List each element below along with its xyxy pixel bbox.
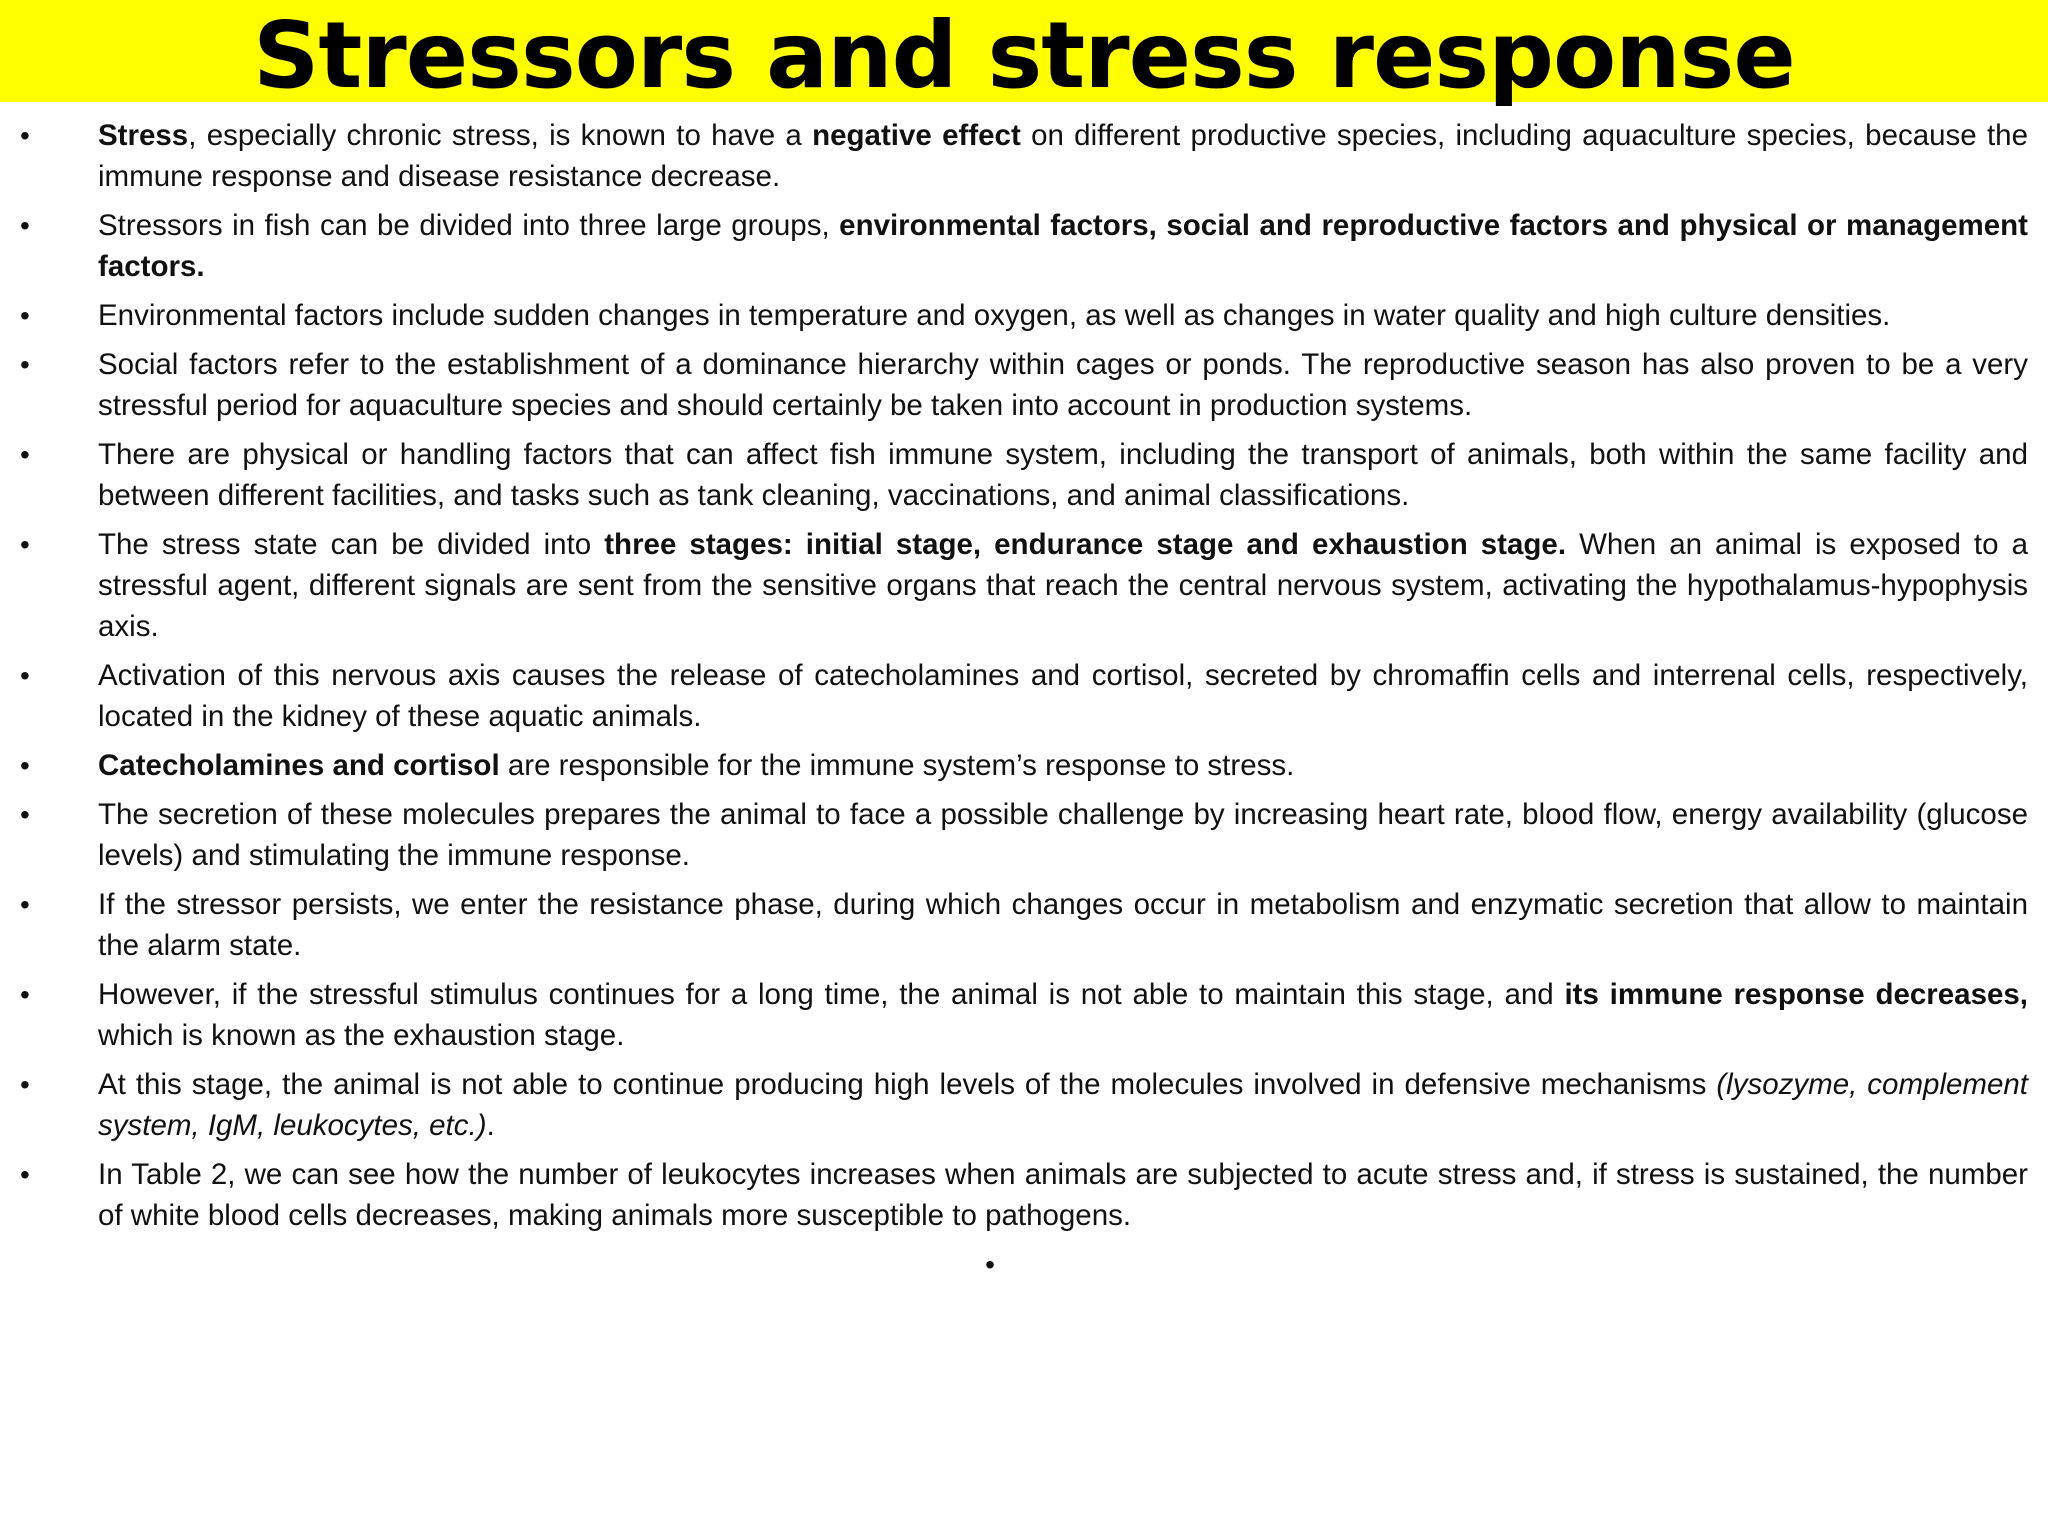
bullet-marker: • [20, 660, 30, 691]
bullet-text [98, 438, 2028, 512]
bullet-item [0, 794, 2048, 876]
bullet-item [0, 1064, 2048, 1146]
bullet-text [98, 888, 2028, 962]
bullet-text [98, 1068, 2028, 1142]
bullet-item [0, 115, 2048, 197]
bullet-text [98, 659, 2028, 733]
bullet-marker: • [20, 799, 30, 830]
text-run: The stress state can be divided into [98, 528, 605, 561]
bullet-marker: • [20, 439, 30, 470]
text-run: In Table 2, we can see how the number of leukocytes increases when animals are subjected to acute stress and, if stress is sustained, the number of white blood cells decreases, making animals more susceptible to pathogens. [98, 1158, 2028, 1232]
bullet-item [0, 974, 2048, 1056]
bullet-item [0, 1154, 2048, 1236]
text-run: which is known as the exhaustion stage. [98, 1019, 625, 1052]
bullet-item [0, 295, 2048, 336]
bullet-marker: • [20, 750, 30, 781]
bullet-marker: • [20, 300, 30, 331]
bold-run: Stress [98, 119, 189, 152]
text-run: . [486, 1109, 495, 1142]
bullet-text [98, 119, 2028, 193]
bold-run: environmental factors, social and reproductive factors and physical or management factors. [98, 209, 2028, 283]
text-run: Social factors refer to the establishment of a dominance hierarchy within cages or ponds. The reproductive season has also proven to be a very stressful period for aquaculture species and should certainly be taken into account in production systems. [98, 348, 2028, 422]
bullet-text [98, 1158, 2028, 1232]
bullet-marker: • [20, 889, 30, 920]
text-run: However, if the stressful stimulus continues for a long time, the animal is not able to maintain this stage, and [98, 978, 1565, 1011]
text-run: are responsible for the immune system’s response to stress. [499, 749, 1295, 782]
bullet-text [98, 528, 2028, 643]
bullet-item [0, 524, 2048, 647]
bullet-list [0, 115, 2048, 1244]
bullet-marker: • [20, 1069, 30, 1100]
text-run: When an animal is exposed to a stressful agent, different signals are sent from the sensitive organs that reach the central nervous system, activating the hypothalamus-hypophysis axis. [98, 528, 2028, 643]
bullet-marker: • [20, 979, 30, 1010]
bullet-marker: • [20, 529, 30, 560]
bullet-item [0, 434, 2048, 516]
bullet-item [0, 655, 2048, 737]
text-run: There are physical or handling factors that can affect fish immune system, including the transport of animals, both within the same facility and between different facilities, and tasks such as tank cleaning, vaccinations, and animal classifications. [98, 438, 2028, 512]
italic-run: (lysozyme, complement system, IgM, leukocytes, etc.) [98, 1068, 2028, 1142]
text-run: At this stage, the animal is not able to continue producing high levels of the molecules involved in defensive mechanisms [98, 1068, 1717, 1101]
bullet-marker: • [20, 349, 30, 380]
bullet-item [0, 205, 2048, 287]
bullet-text [98, 978, 2028, 1052]
bullet-item [0, 884, 2048, 966]
bold-run: Catecholamines and cortisol [98, 749, 500, 782]
text-run: The secretion of these molecules prepares the animal to face a possible challenge by increasing heart rate, blood flow, energy availability (glucose levels) and stimulating the immune response. [98, 798, 2028, 872]
text-run: Environmental factors include sudden changes in temperature and oxygen, as well as changes in water quality and high culture densities. [98, 299, 1891, 332]
empty-bullet: • [985, 1249, 995, 1280]
bold-run: three stages: initial stage, endurance stage and exhaustion stage. [604, 528, 1567, 561]
bullet-text [98, 749, 1294, 782]
bullet-item [0, 745, 2048, 786]
text-run: If the stressor persists, we enter the resistance phase, during which changes occur in metabolism and enzymatic secretion that allow to maintain the alarm state. [98, 888, 2028, 962]
bullet-text [98, 348, 2028, 422]
text-run: , especially chronic stress, is known to have a [188, 119, 813, 152]
bullet-item [0, 344, 2048, 426]
text-run: Stressors in fish can be divided into three large groups, [98, 209, 840, 242]
bullet-text [98, 299, 1890, 332]
bold-run: its immune response decreases, [1564, 978, 2029, 1011]
page-title: Stressors and stress response [253, 2, 1795, 109]
bullet-marker: • [20, 1159, 30, 1190]
bold-run: negative effect [812, 119, 1021, 152]
text-run: Activation of this nervous axis causes the release of catecholamines and cortisol, secreted by chromaffin cells and interrenal cells, respectively, located in the kidney of these aquatic animals. [98, 659, 2028, 733]
text-run: on different productive species, including aquaculture species, because the immune response and disease resistance decrease. [98, 119, 2028, 193]
bullet-marker: • [20, 120, 30, 151]
bullet-text [98, 209, 2028, 283]
bullet-text [98, 798, 2028, 872]
bullet-marker: • [20, 210, 30, 241]
